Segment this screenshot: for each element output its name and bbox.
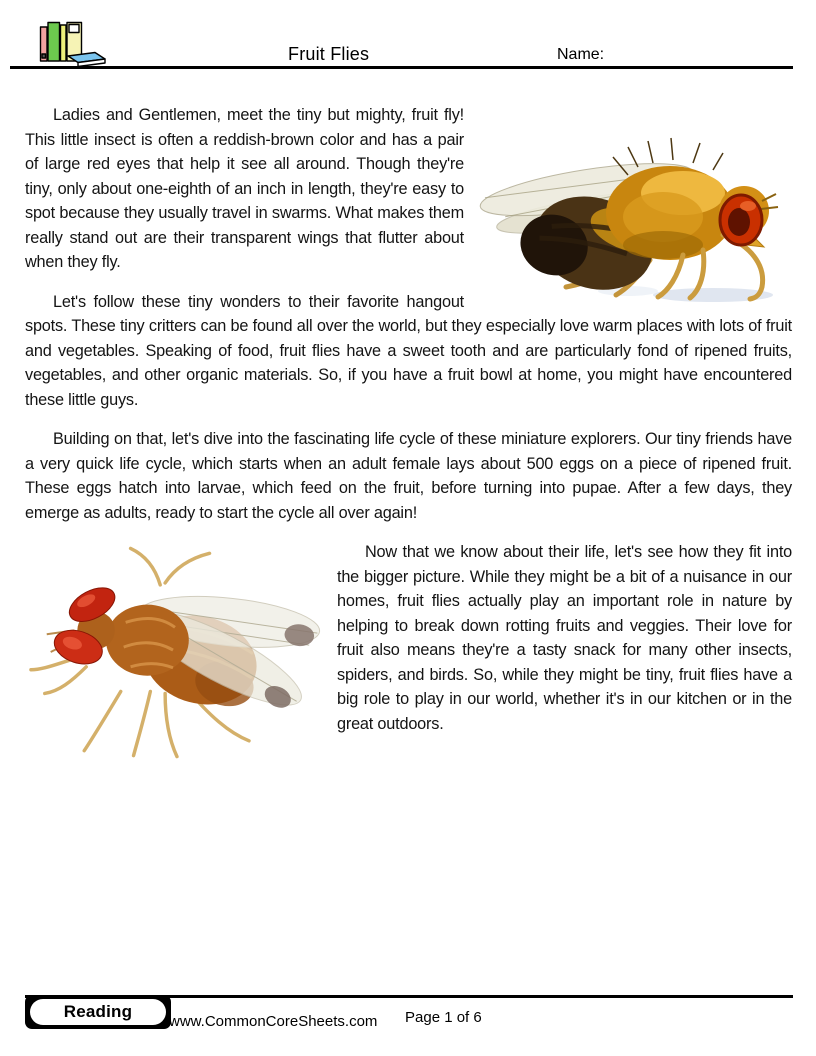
fruit-fly-top-image [27,542,323,764]
header-divider [10,66,793,69]
name-label: Name: [557,46,605,63]
page-title: Fruit Flies [288,44,370,64]
fruit-fly-side-image [478,105,810,305]
paragraph-2: Let's follow these tiny wonders to their favorite hangout spots. These tiny critters can be found all over the world, but they especially love warm places with lots of fruit and vegetables. Speaking of food, fruit flies have a sweet tooth and are particularly fond of ripened fruits, vegetables, and other organic materials. So, if you have a fruit bowl at home, you might have encountered these little guys. [25,292,792,409]
fruit-fly-side-illustration [478,105,810,305]
thorax [102,605,189,676]
books-icon [39,21,107,68]
fruit-fly-top-illustration [27,542,323,764]
red-eye [720,195,762,245]
thorax [606,166,734,260]
website-text: www.CommonCoreSheets.com [169,1013,378,1030]
page-number: Page 1 of 6 [405,1009,482,1026]
paragraph-3: Building on that, let's dive into the fascinating life cycle of these miniature explorers. Our tiny friends have a very quick life cycle, which starts when an adult female lays about 500 eggs on a piece of ripened fruit. These eggs hatch into larvae, which feed on the fruit, before turning into pupae. After a few days, they emerge as adults, ready to start the cycle all over again! [25,430,792,522]
category-badge-label: Reading [30,999,166,1025]
article-body [25,103,792,770]
paragraph-4: Now that we know about their life, let's see how they fit into the bigger picture. While they might be a bit of a nuisance in our homes, fruit flies actually play an important role in nature by helping to break down rotting fruits and veggies. Their love for fruit also means they're a tasty snack for many other insects, spiders, and birds. So, while they might be tiny, fruit flies have a big role to play in our world, whether it's in our kitchen or in the great outdoors. [337,543,792,733]
paragraph-1: Ladies and Gentlemen, meet the tiny but mighty, fruit fly! This little insect is often a reddish-brown color and has a pair of large red eyes that help it see all around. Though they're tiny, only about one-eighth of an inch in length, they're easy to spot because they usually travel in swarms. What makes them really stand out are their transparent wings that flutter about when they fly. [25,106,464,271]
category-badge [25,995,171,1029]
